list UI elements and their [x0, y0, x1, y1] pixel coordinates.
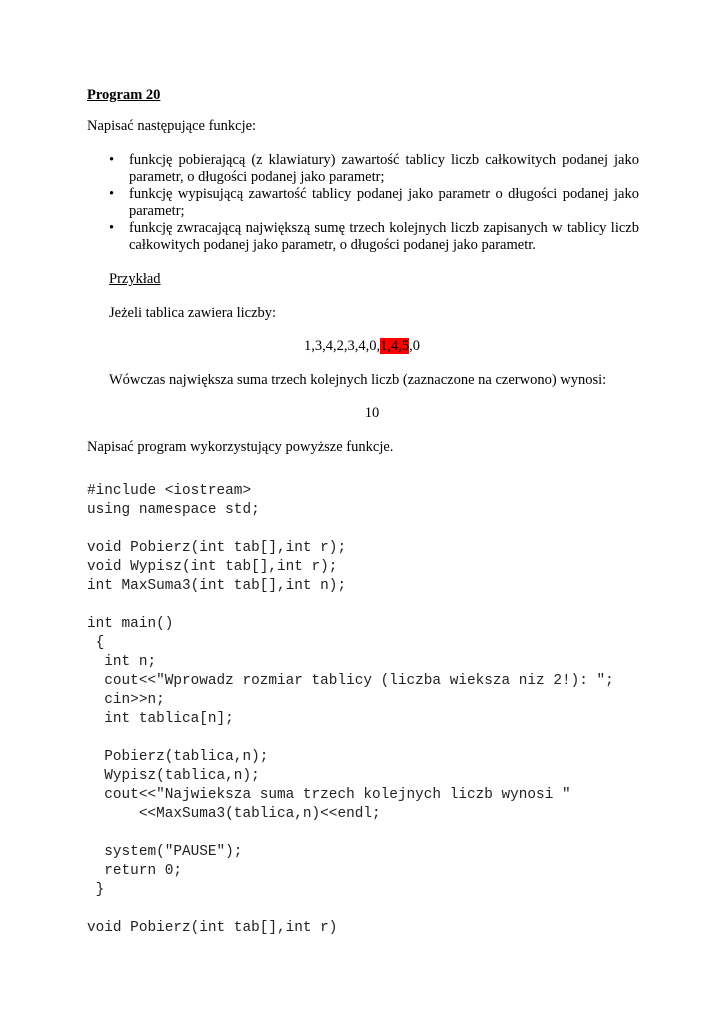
- program-instruction: Napisać program wykorzystujący powyższe funkcje.: [87, 439, 394, 455]
- code-line: cout<<"Wprowadz rozmiar tablicy (liczba wieksza niz 2!): ";: [87, 673, 614, 689]
- code-line: {: [87, 635, 105, 651]
- code-line: #include <iostream>: [87, 483, 252, 499]
- code-line: [87, 729, 614, 748]
- code-line: Wypisz(tablica,n);: [87, 768, 260, 784]
- code-line: int n;: [87, 654, 157, 670]
- code-line: using namespace std;: [87, 502, 260, 518]
- code-line: void Pobierz(int tab[],int r): [87, 920, 338, 936]
- program-title: Program 20: [87, 87, 161, 103]
- result-value: 10: [364, 405, 380, 421]
- example-heading: Przykład: [109, 271, 161, 287]
- code-line: [87, 520, 614, 539]
- numbers-after: ,0: [409, 338, 420, 354]
- code-line: return 0;: [87, 863, 182, 879]
- numbers-highlight: 1,4,5: [380, 338, 410, 354]
- task-intro: Napisać następujące funkcje:: [87, 118, 257, 134]
- code-line: [87, 596, 614, 615]
- example-text: Jeżeli tablica zawiera liczby:: [109, 305, 277, 321]
- result-text: Wówczas największa suma trzech kolejnych liczb (zaznaczone na czerwono) wynosi:: [109, 372, 607, 388]
- code-line: system("PAUSE");: [87, 844, 243, 860]
- requirements-list: [107, 152, 639, 254]
- code-line: void Wypisz(int tab[],int r);: [87, 559, 338, 575]
- list-item: • funkcję wypisującą zawartość tablicy podanej jako parametr o długości podanej jako parametr;: [107, 186, 639, 220]
- code-line: }: [87, 882, 105, 898]
- code-line: int MaxSuma3(int tab[],int n);: [87, 578, 347, 594]
- code-line: cout<<"Najwieksza suma trzech kolejnych liczb wynosi ": [87, 787, 571, 803]
- code-listing: [87, 482, 614, 938]
- list-item: • funkcję pobierającą (z klawiatury) zawartość tablicy liczb całkowitych podanej jako parametr, o długości podanej jako parametr;: [107, 152, 639, 186]
- code-line: Pobierz(tablica,n);: [87, 749, 269, 765]
- code-line: void Pobierz(int tab[],int r);: [87, 540, 347, 556]
- code-line: <<MaxSuma3(tablica,n)<<endl;: [87, 806, 381, 822]
- list-item: • funkcję zwracającą największą sumę trzech kolejnych liczb zapisanych w tablicy liczb całkowitych podanej jako parametr, o długości podanej jako parametr.: [107, 220, 639, 254]
- code-line: int tablica[n];: [87, 711, 234, 727]
- code-line: int main(): [87, 616, 174, 632]
- example-numbers: [0, 338, 724, 355]
- code-line: [87, 900, 614, 919]
- code-line: [87, 824, 614, 843]
- code-line: cin>>n;: [87, 692, 165, 708]
- numbers-before: 1,3,4,2,3,4,0,: [304, 338, 381, 354]
